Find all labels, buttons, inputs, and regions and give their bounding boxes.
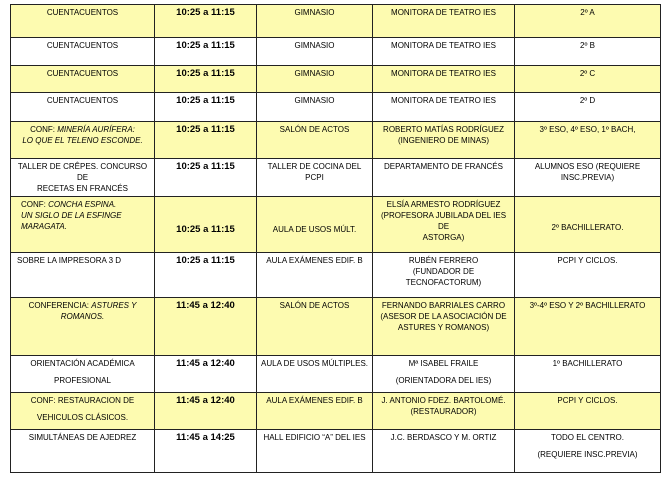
audience-line: TODO EL CENTRO.	[551, 433, 624, 442]
speaker-name: ROBERTO MATÍAS RODRÍGUEZ	[383, 125, 504, 134]
time-cell: 10:25 a 11:15	[155, 253, 257, 298]
activity-cell: CUENTACUENTOS	[11, 93, 155, 122]
table-row	[11, 93, 661, 122]
audience-cell	[515, 430, 661, 473]
speaker-name: J. ANTONIO FDEZ. BARTOLOMÉ.	[381, 396, 506, 405]
audience-cell: 2º A	[515, 5, 661, 38]
speaker-cell: MONITORA DE TEATRO IES	[373, 93, 515, 122]
place-cell: SALÓN DE ACTOS	[257, 122, 373, 159]
speaker-role: (INGENIERO DE MINAS)	[397, 136, 490, 145]
activity-cell: CUENTACUENTOS	[11, 5, 155, 38]
time-cell: 11:45 a 12:40	[155, 356, 257, 393]
audience-cell: 2º C	[515, 66, 661, 93]
speaker-cell: DEPARTAMENTO DE FRANCÉS	[373, 159, 515, 197]
activity-cell: SOBRE LA IMPRESORA 3 D	[11, 253, 155, 298]
speaker-name: Mª ISABEL FRAILE	[408, 359, 479, 368]
table-row	[11, 38, 661, 66]
audience-cell: 3º ESO, 4º ESO, 1º BACH,	[515, 122, 661, 159]
activity-cell: CUENTACUENTOS	[11, 66, 155, 93]
audience-cell: 2º B	[515, 38, 661, 66]
table-row	[11, 393, 661, 430]
place-cell: GIMNASIO	[257, 5, 373, 38]
speaker-role: (PROFESORA JUBILADA DEL IES DE	[380, 211, 507, 231]
table-row	[11, 298, 661, 356]
speaker-role: (FUNDADOR DE TECNOFACTORUM)	[405, 267, 482, 287]
speaker-name: FERNANDO BARRIALES CARRO	[381, 301, 506, 310]
time-cell: 11:45 a 12:40	[155, 298, 257, 356]
speaker-cell	[373, 393, 515, 430]
activity-cell	[11, 298, 155, 356]
speaker-role: ASTORGA)	[422, 233, 465, 242]
speaker-cell	[373, 197, 515, 253]
speaker-name: ELSÍA ARMESTO RODRÍGUEZ	[386, 200, 501, 209]
speaker-cell: MONITORA DE TEATRO IES	[373, 5, 515, 38]
schedule-table	[10, 4, 661, 473]
time-cell: 10:25 a 11:15	[155, 197, 257, 253]
audience-cell: 2º D	[515, 93, 661, 122]
audience-cell: PCPI Y CICLOS.	[515, 393, 661, 430]
place-cell: AULA EXÁMENES EDIF. B	[257, 253, 373, 298]
speaker-cell	[373, 253, 515, 298]
audience-cell	[515, 159, 661, 197]
time-cell: 10:25 a 11:15	[155, 159, 257, 197]
place-cell: HALL EDIFICIO “A” DEL IES	[257, 430, 373, 473]
time-cell: 11:45 a 14:25	[155, 430, 257, 473]
activity-line: RECETAS EN FRANCÉS	[37, 184, 128, 193]
activity-line: VEHICULOS CLÁSICOS.	[36, 413, 129, 422]
table-row	[11, 253, 661, 298]
activity-line: TALLER DE CRÊPES. CONCURSO DE	[17, 162, 148, 182]
activity-cell	[11, 122, 155, 159]
table-row	[11, 159, 661, 197]
place-cell: AULA DE USOS MÚLTIPLES.	[257, 356, 373, 393]
speaker-role: (ASESOR DE LA ASOCIACIÓN DE	[380, 312, 507, 321]
audience-cell: 3º-4º ESO Y 2º BACHILLERATO	[515, 298, 661, 356]
activity-subtitle: UN SIGLO DE LA ESFINGE	[21, 211, 122, 220]
table-row	[11, 430, 661, 473]
activity-cell	[11, 356, 155, 393]
activity-title: CONCHA ESPINA.	[48, 200, 117, 209]
activity-prefix: CONF:	[30, 125, 58, 134]
activity-title: MINERÍA AURÍFERA:	[57, 125, 135, 134]
table-row	[11, 356, 661, 393]
activity-line: ORIENTACIÓN ACADÉMICA	[30, 359, 135, 368]
speaker-cell	[373, 298, 515, 356]
speaker-name: RUBÉN FERRERO	[408, 256, 479, 265]
time-cell: 10:25 a 11:15	[155, 66, 257, 93]
audience-line: ALUMNOS ESO (REQUIERE	[534, 162, 641, 171]
activity-cell: CUENTACUENTOS	[11, 38, 155, 66]
place-cell: GIMNASIO	[257, 66, 373, 93]
table-row	[11, 66, 661, 93]
audience-line: (REQUIERE INSC.PREVIA)	[537, 450, 638, 459]
audience-cell: 1º BACHILLERATO	[515, 356, 661, 393]
place-cell: TALLER DE COCINA DEL PCPI	[257, 159, 373, 197]
activity-prefix: CONF:	[21, 200, 49, 209]
table-row	[11, 197, 661, 253]
activity-subtitle: LO QUE EL TELENO ESCONDE.	[22, 136, 143, 145]
speaker-cell: J.C. BERDASCO Y M. ORTIZ	[373, 430, 515, 473]
table-row	[11, 5, 661, 38]
activity-line: PROFESIONAL	[54, 376, 111, 385]
speaker-cell: MONITORA DE TEATRO IES	[373, 38, 515, 66]
place-cell: GIMNASIO	[257, 93, 373, 122]
place-cell: GIMNASIO	[257, 38, 373, 66]
activity-subtitle: MARAGATA.	[21, 222, 67, 231]
place-cell: AULA DE USOS MÚLT.	[257, 197, 373, 253]
speaker-role: ASTURES Y ROMANOS)	[397, 323, 490, 332]
time-cell: 10:25 a 11:15	[155, 38, 257, 66]
activity-cell	[11, 197, 155, 253]
audience-cell: 2º BACHILLERATO.	[515, 197, 661, 253]
activity-subtitle: ROMANOS.	[60, 312, 105, 321]
activity-cell	[11, 393, 155, 430]
time-cell: 10:25 a 11:15	[155, 93, 257, 122]
time-cell: 10:25 a 11:15	[155, 5, 257, 38]
speaker-role: (RESTAURADOR)	[410, 407, 477, 416]
audience-line: INSC.PREVIA)	[560, 173, 615, 182]
place-cell: SALÓN DE ACTOS	[257, 298, 373, 356]
activity-cell	[11, 159, 155, 197]
activity-cell: SIMULTÁNEAS DE AJEDREZ	[11, 430, 155, 473]
activity-prefix: CONFERENCIA:	[28, 301, 92, 310]
time-cell: 11:45 a 12:40	[155, 393, 257, 430]
place-cell: AULA EXÁMENES EDIF. B	[257, 393, 373, 430]
activity-line: CONF: RESTAURACION DE	[30, 396, 135, 405]
audience-cell: PCPI Y CICLOS.	[515, 253, 661, 298]
time-cell: 10:25 a 11:15	[155, 122, 257, 159]
speaker-cell	[373, 122, 515, 159]
table-row	[11, 122, 661, 159]
activity-title: ASTURES Y	[91, 301, 137, 310]
speaker-role: (ORIENTADORA DEL IES)	[395, 376, 492, 385]
speaker-cell: MONITORA DE TEATRO IES	[373, 66, 515, 93]
speaker-cell	[373, 356, 515, 393]
